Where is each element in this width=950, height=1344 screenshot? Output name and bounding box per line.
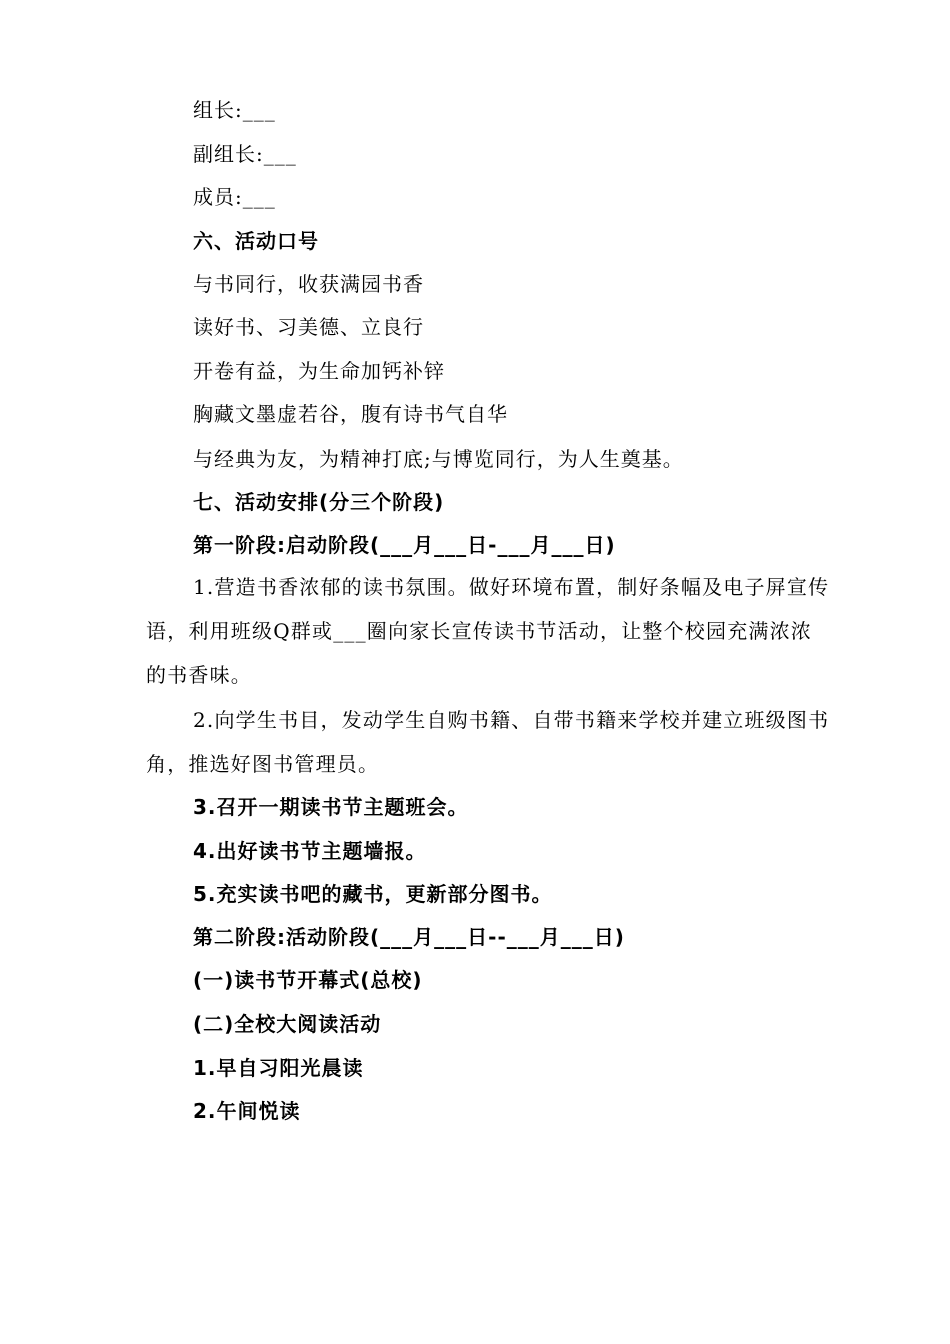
leader-line: 组长:___ [193, 98, 276, 122]
stage2-item-1: 1.早自习阳光晨读 [193, 1056, 364, 1080]
stage1-item-3: 3.召开一期读书节主题班会。 [193, 795, 469, 819]
stage2-item-2: 2.午间悦读 [193, 1099, 301, 1123]
slogan-item: 胸藏文墨虚若谷，腹有诗书气自华 [193, 402, 508, 426]
slogan-item: 读好书、习美德、立良行 [193, 315, 424, 339]
vice-leader-line: 副组长:___ [193, 142, 297, 166]
slogan-item: 与经典为友，为精神打底;与博览同行，为人生奠基。 [193, 447, 684, 471]
stage2-sub-2: (二)全校大阅读活动 [193, 1012, 382, 1036]
members-line: 成员:___ [193, 185, 276, 209]
stage2-title: 第二阶段:活动阶段(___月___日--___月___日) [193, 925, 625, 949]
stage1-paragraph-1: 1.营造书香浓郁的读书氛围。做好环境布置，制好条幅及电子屏宣传语，利用班级Q群或___圈向家长宣传读书节活动，让整个校园充满浓浓的书香味。 [146, 575, 830, 687]
stage1-item-4: 4.出好读书节主题墙报。 [193, 839, 427, 863]
stage2-sub-1: (一)读书节开幕式(总校) [193, 968, 423, 992]
schedule-heading: 七、活动安排(分三个阶段) [193, 490, 445, 514]
stage1-item-5: 5.充实读书吧的藏书，更新部分图书。 [193, 882, 553, 906]
stage1-paragraph-2: 2.向学生书目，发动学生自购书籍、自带书籍来学校并建立班级图书角，推选好图书管理员。 [146, 708, 830, 776]
slogan-item: 与书同行，收获满园书香 [193, 272, 424, 296]
slogan-item: 开卷有益，为生命加钙补锌 [193, 359, 445, 383]
slogan-heading: 六、活动口号 [193, 229, 319, 253]
stage1-title: 第一阶段:启动阶段(___月___日-___月___日) [193, 533, 616, 557]
